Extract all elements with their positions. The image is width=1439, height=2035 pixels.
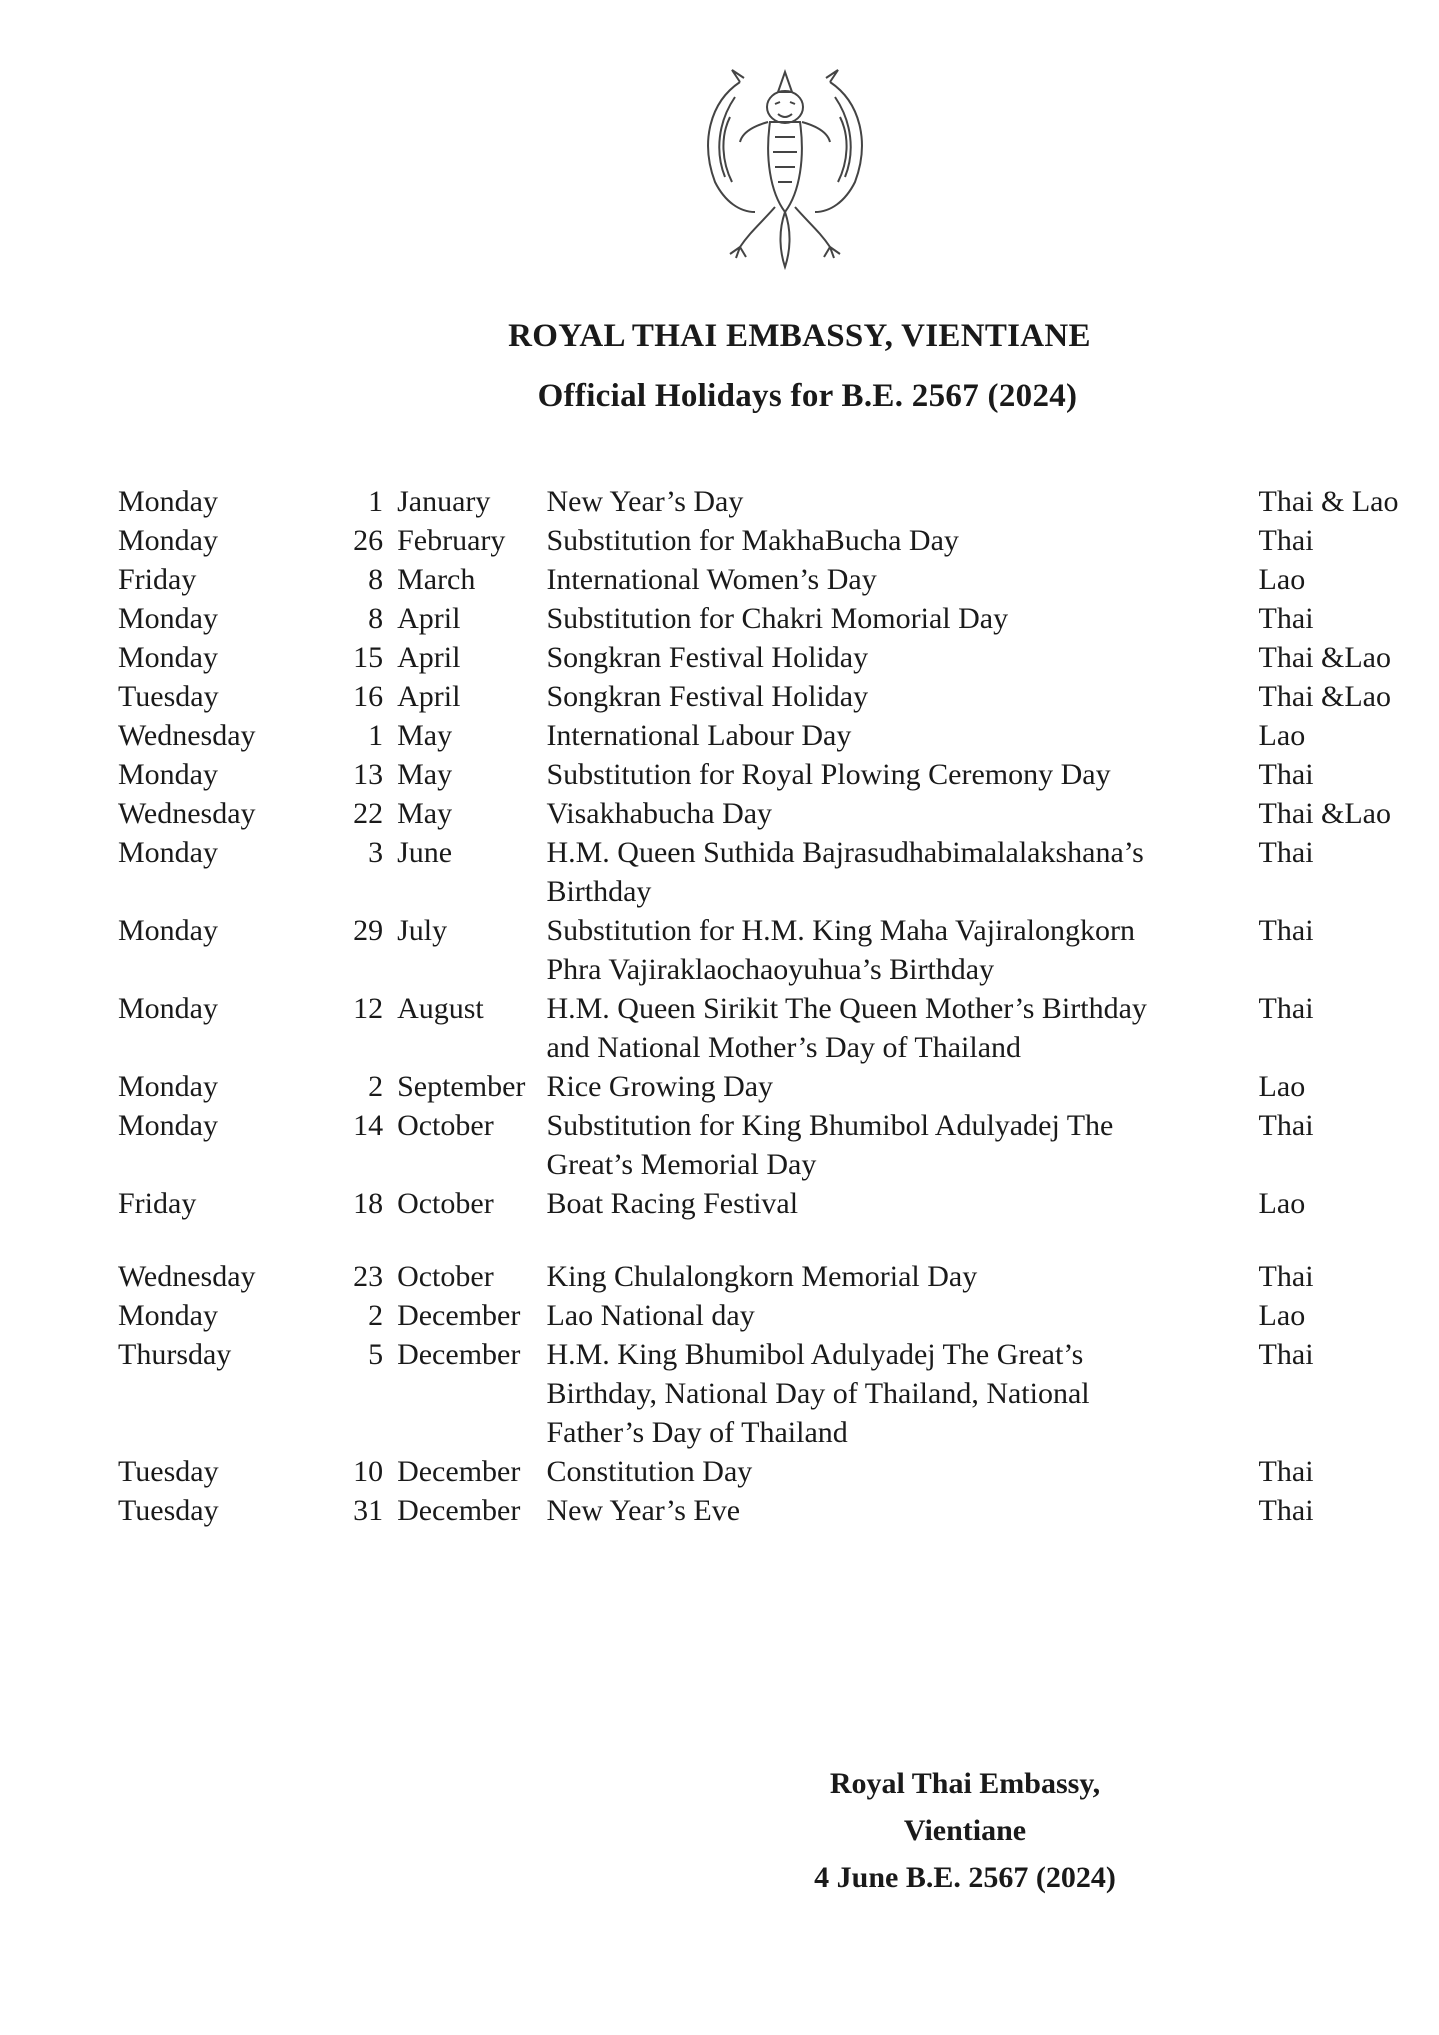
garuda-emblem-icon <box>680 62 890 277</box>
document-title: ROYAL THAI EMBASSY, VIENTIANE <box>508 318 1091 354</box>
holiday-name: Substitution for King Bhumibol Adulyadej The Great’s Memorial Day <box>546 1109 1114 1181</box>
country-cell: Thai <box>1258 602 1314 635</box>
holiday-name-cell <box>546 1257 1258 1296</box>
holiday-name: Visakhabucha Day <box>546 797 773 830</box>
holiday-name: Songkran Festival Holiday <box>546 641 869 674</box>
country-cell: Thai &Lao <box>1258 797 1391 830</box>
holiday-name-cell <box>546 677 1258 716</box>
holiday-name-cell <box>546 599 1258 638</box>
date-cell: 23 <box>353 1260 384 1293</box>
date-cell: 8 <box>368 563 384 596</box>
table-row <box>118 911 1418 989</box>
weekday-cell: Monday <box>118 1109 218 1142</box>
date-cell: 1 <box>368 719 384 752</box>
table-row <box>118 1106 1418 1184</box>
holiday-name-cell <box>546 1067 1258 1106</box>
table-row <box>118 599 1418 638</box>
date-cell: 14 <box>353 1109 384 1142</box>
month-cell: July <box>397 914 448 947</box>
country-cell: Thai <box>1258 524 1314 557</box>
weekday-cell: Friday <box>118 563 197 596</box>
month-cell: February <box>397 524 506 557</box>
weekday-cell: Tuesday <box>118 1455 219 1488</box>
holiday-name: Substitution for Royal Plowing Ceremony Day <box>546 758 1111 791</box>
month-cell: January <box>397 485 491 518</box>
weekday-cell: Tuesday <box>118 680 219 713</box>
month-cell: March <box>397 563 476 596</box>
holiday-name-cell <box>546 521 1258 560</box>
holiday-name: Boat Racing Festival <box>546 1187 799 1220</box>
holiday-name: H.M. Queen Suthida Bajrasudhabimalalakshana’s Birthday <box>546 836 1144 908</box>
document-subtitle: Official Holidays for B.E. 2567 (2024) <box>537 378 1078 414</box>
holiday-name: Substitution for Chakri Momorial Day <box>546 602 1009 635</box>
table-row <box>118 1067 1418 1106</box>
date-cell: 3 <box>368 836 384 869</box>
date-cell: 15 <box>353 641 384 674</box>
signature-line-2: Vientiane <box>903 1814 1027 1847</box>
month-cell: October <box>397 1109 494 1142</box>
table-row <box>118 794 1418 833</box>
holiday-name-cell <box>546 794 1258 833</box>
holiday-name-cell <box>546 638 1258 677</box>
date-cell: 31 <box>353 1494 384 1527</box>
weekday-cell: Monday <box>118 758 218 791</box>
holiday-name-cell <box>546 1184 1258 1223</box>
date-cell: 22 <box>353 797 384 830</box>
month-cell: December <box>397 1299 521 1332</box>
date-cell: 16 <box>353 680 384 713</box>
table-row <box>118 638 1418 677</box>
month-cell: June <box>397 836 453 869</box>
holiday-name-cell <box>546 911 1258 989</box>
month-cell: September <box>397 1070 526 1103</box>
table-row <box>118 716 1418 755</box>
weekday-cell: Monday <box>118 992 218 1025</box>
weekday-cell: Monday <box>118 485 218 518</box>
signature-block <box>695 1760 1235 1901</box>
table-row <box>118 1491 1418 1530</box>
table-row <box>118 1452 1418 1491</box>
holiday-name-cell <box>546 833 1258 911</box>
date-cell: 10 <box>353 1455 384 1488</box>
table-row <box>118 989 1418 1067</box>
month-cell: October <box>397 1187 494 1220</box>
weekday-cell: Monday <box>118 602 218 635</box>
date-cell: 2 <box>368 1070 384 1103</box>
country-cell: Thai <box>1258 914 1314 947</box>
weekday-cell: Tuesday <box>118 1494 219 1527</box>
holiday-name-cell <box>546 1491 1258 1530</box>
country-cell: Lao <box>1258 563 1306 596</box>
month-cell: October <box>397 1260 494 1293</box>
holiday-name-cell <box>546 989 1258 1067</box>
weekday-cell: Thursday <box>118 1338 232 1371</box>
holiday-name: Substitution for H.M. King Maha Vajiralongkorn Phra Vajiraklaochaoyuhua’s Birthday <box>546 914 1136 986</box>
country-cell: Thai <box>1258 1455 1314 1488</box>
month-cell: December <box>397 1338 521 1371</box>
country-cell: Lao <box>1258 1299 1306 1332</box>
weekday-cell: Wednesday <box>118 1260 256 1293</box>
month-cell: December <box>397 1455 521 1488</box>
holiday-name: Constitution Day <box>546 1455 753 1488</box>
row-spacer <box>118 1223 1418 1257</box>
table-row <box>118 833 1418 911</box>
month-cell: April <box>397 602 461 635</box>
holiday-name: King Chulalongkorn Memorial Day <box>546 1260 978 1293</box>
holiday-name-cell <box>546 1296 1258 1335</box>
weekday-cell: Friday <box>118 1187 197 1220</box>
holiday-name: New Year’s Day <box>546 485 744 518</box>
date-cell: 18 <box>353 1187 384 1220</box>
country-cell: Thai & Lao <box>1258 485 1399 518</box>
holiday-name-cell <box>546 1335 1258 1452</box>
date-cell: 5 <box>368 1338 384 1371</box>
holiday-name-cell <box>546 560 1258 599</box>
holiday-name-cell <box>546 1452 1258 1491</box>
month-cell: May <box>397 797 453 830</box>
weekday-cell: Monday <box>118 914 218 947</box>
holiday-name: International Women’s Day <box>546 563 877 596</box>
weekday-cell: Wednesday <box>118 797 256 830</box>
table-row <box>118 677 1418 716</box>
table-row <box>118 482 1418 521</box>
country-cell: Lao <box>1258 1187 1306 1220</box>
date-cell: 1 <box>368 485 384 518</box>
holiday-name-cell <box>546 755 1258 794</box>
table-row <box>118 560 1418 599</box>
weekday-cell: Monday <box>118 836 218 869</box>
holiday-table <box>118 482 1418 1530</box>
table-row <box>118 1257 1418 1296</box>
weekday-cell: Monday <box>118 1070 218 1103</box>
weekday-cell: Monday <box>118 524 218 557</box>
date-cell: 13 <box>353 758 384 791</box>
country-cell: Thai <box>1258 992 1314 1025</box>
weekday-cell: Wednesday <box>118 719 256 752</box>
country-cell: Thai <box>1258 836 1314 869</box>
month-cell: May <box>397 719 453 752</box>
date-cell: 12 <box>353 992 384 1025</box>
country-cell: Lao <box>1258 719 1306 752</box>
table-row <box>118 521 1418 560</box>
table-row <box>118 1184 1418 1223</box>
signature-line-3: 4 June B.E. 2567 (2024) <box>814 1861 1116 1894</box>
country-cell: Thai <box>1258 1260 1314 1293</box>
holiday-name: Rice Growing Day <box>546 1070 774 1103</box>
holiday-name: International Labour Day <box>546 719 852 752</box>
holiday-name: New Year’s Eve <box>546 1494 741 1527</box>
country-cell: Thai <box>1258 1109 1314 1142</box>
holiday-name-cell <box>546 1106 1258 1184</box>
month-cell: December <box>397 1494 521 1527</box>
country-cell: Thai <box>1258 758 1314 791</box>
weekday-cell: Monday <box>118 1299 218 1332</box>
month-cell: August <box>397 992 484 1025</box>
country-cell: Thai &Lao <box>1258 641 1391 674</box>
country-cell: Lao <box>1258 1070 1306 1103</box>
country-cell: Thai &Lao <box>1258 680 1391 713</box>
country-cell: Thai <box>1258 1494 1314 1527</box>
holiday-name: H.M. King Bhumibol Adulyadej The Great’s Birthday, National Day of Thailand, National Father’s Day of Thailand <box>546 1338 1090 1449</box>
table-row <box>118 1335 1418 1452</box>
date-cell: 29 <box>353 914 384 947</box>
date-cell: 2 <box>368 1299 384 1332</box>
month-cell: April <box>397 680 461 713</box>
date-cell: 8 <box>368 602 384 635</box>
table-row <box>118 755 1418 794</box>
date-cell: 26 <box>353 524 384 557</box>
signature-line-1: Royal Thai Embassy, <box>829 1767 1101 1800</box>
holiday-name: Substitution for MakhaBucha Day <box>546 524 959 557</box>
weekday-cell: Monday <box>118 641 218 674</box>
month-cell: May <box>397 758 453 791</box>
country-cell: Thai <box>1258 1338 1314 1371</box>
holiday-name: Songkran Festival Holiday <box>546 680 869 713</box>
holiday-name-cell <box>546 482 1258 521</box>
month-cell: April <box>397 641 461 674</box>
table-row <box>118 1296 1418 1335</box>
holiday-name-cell <box>546 716 1258 755</box>
holiday-name: H.M. Queen Sirikit The Queen Mother’s Birthday and National Mother’s Day of Thailand <box>546 992 1147 1064</box>
holiday-name: Lao National day <box>546 1299 755 1332</box>
